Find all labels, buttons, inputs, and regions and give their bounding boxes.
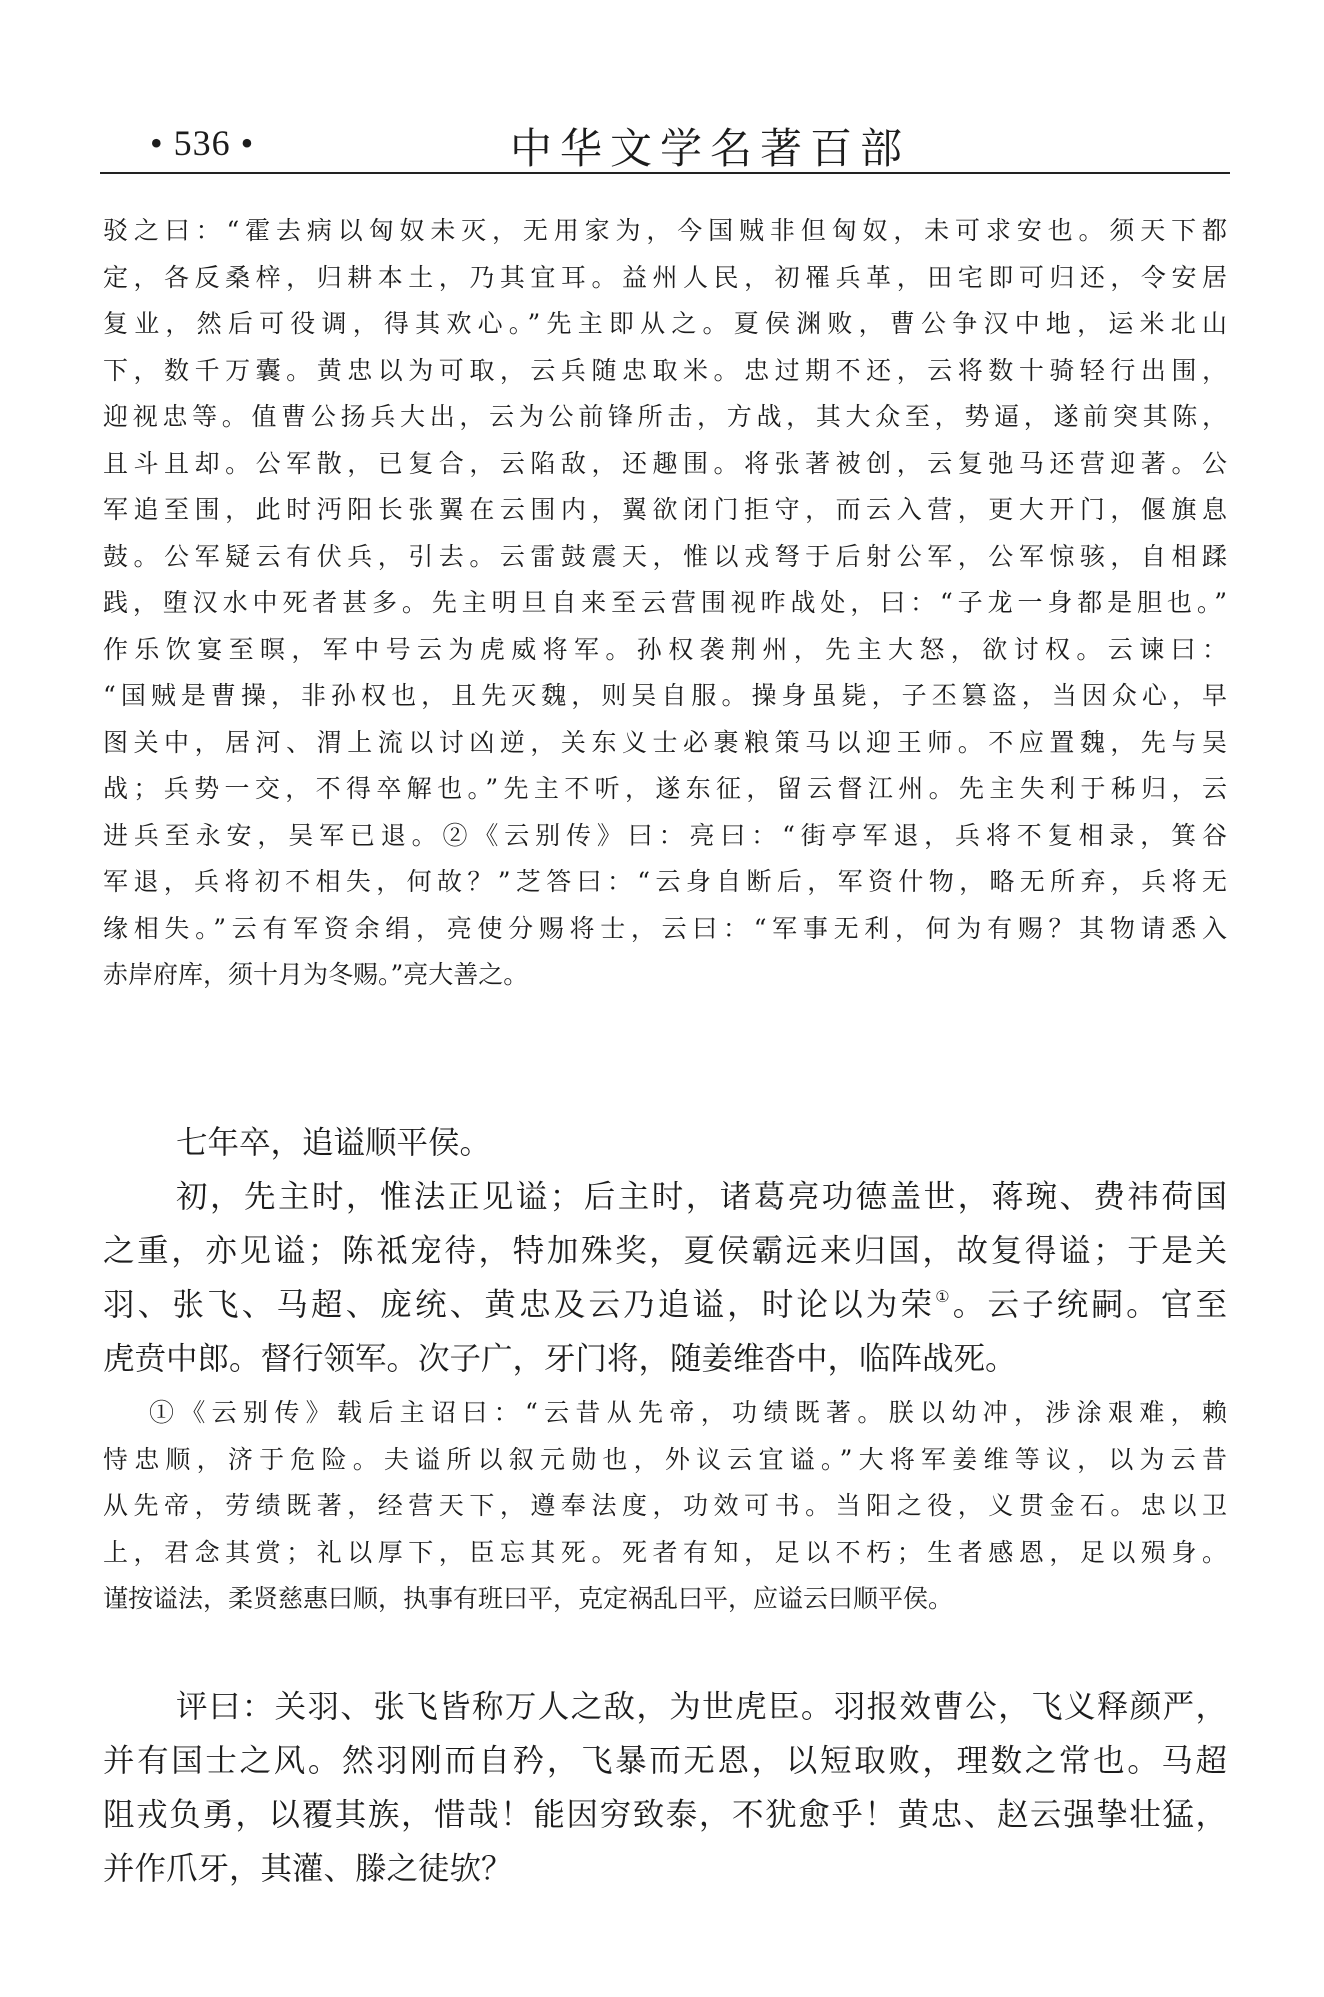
text-line: 并有国士之风。然羽刚而自矜，飞暴而无恩，以短取败，理数之常也。马超	[103, 1743, 1227, 1779]
text-line: ①《云别传》载后主诏曰：“云昔从先帝，功绩既著。朕以幼冲，涉涂艰难，赖	[149, 1398, 1227, 1427]
main-text	[103, 1116, 1227, 1386]
text-line: 且斗且却。公军散，已复合，云陷敌，还趣围。将张著被创，云复弛马还营迎著。公	[103, 448, 1227, 478]
commentary-note-continued	[103, 208, 1227, 999]
commentary-note	[103, 1390, 1227, 1623]
text-line: 从先帝，劳绩既著，经营天下，遵奉法度，功效可书。当阳之役，义贯金石。忠以卫	[103, 1491, 1227, 1520]
text-line: 军追至围，此时沔阳长张翼在云围内，翼欲闭门拒守，而云入营，更大开门，偃旗息	[103, 495, 1227, 524]
text-line: 驳之曰：“霍去病以匈奴未灭，无用家为，今国贼非但匈奴，未可求安也。须天下都	[103, 216, 1227, 245]
header-rule	[100, 172, 1230, 174]
text-line	[103, 1278, 1227, 1332]
text-line: 定，各反桑梓，归耕本土，乃其宜耳。益州人民，初罹兵革，田宅即可归还，令安居	[103, 262, 1227, 292]
evaluation-text	[103, 1680, 1227, 1896]
text-line: 并作爪牙，其灌、滕之徒欤？	[103, 1851, 513, 1887]
text-line: 复业，然后可役调，得其欢心。”先主即从之。夏侯渊败，曹公争汉中地，运米北山	[103, 309, 1227, 338]
page-number: • 536 •	[150, 123, 255, 163]
text-line: 七年卒，追谥顺平侯。	[176, 1125, 492, 1161]
text-line: 鼓。公军疑云有伏兵，引去。云雷鼓震天，惟以戎弩于后射公军，公军惊骇，自相蹂	[103, 541, 1227, 571]
text-segment: 羽、张飞、马超、庞统、黄忠及云乃追谥，时论以为荣	[103, 1287, 936, 1323]
book-title: 中华文学名著百部	[510, 124, 911, 173]
text-segment: 。云子统嗣。官至	[952, 1287, 1227, 1323]
text-line: 图关中，居河、渭上流以讨凶逆，关东义士必裹粮策马以迎王师。不应置魏，先与吴	[103, 727, 1227, 757]
text-line: 赤岸府库，须十月为冬赐。”亮大善之。	[103, 960, 529, 989]
text-line: 下，数千万囊。黄忠以为可取，云兵随忠取米。忠过期不还，云将数十骑轻行出围，	[103, 355, 1227, 385]
text-line: 谨按谥法，柔贤慈惠曰顺，执事有班曰平，克定祸乱曰平，应谥云曰顺平侯。	[103, 1584, 954, 1613]
footnote-marker: ①	[935, 1287, 953, 1306]
text-line: 阻戎负勇，以覆其族，惜哉！能因穷致泰，不犹愈乎！黄忠、赵云强挚壮猛，	[103, 1797, 1227, 1833]
text-line: 军退，兵将初不相失，何故？”芝答曰：“云身自断后，军资什物，略无所弃，兵将无	[103, 867, 1227, 896]
page-header	[100, 112, 1230, 172]
text-line: 作乐饮宴至暝，军中号云为虎威将军。孙权袭荆州，先主大怒，欲讨权。云谏曰：	[103, 634, 1227, 664]
text-line: 评曰：关羽、张飞皆称万人之敌，为世虎臣。羽报效曹公，飞义释颜严，	[176, 1689, 1227, 1725]
text-line: 迎视忠等。值曹公扬兵大出，云为公前锋所击，方战，其大众至，势逼，遂前突其陈，	[103, 402, 1227, 431]
text-line: 缘相失。”云有军资余绢，亮使分赐将士，云曰：“军事无利，何为有赐？其物请悉入	[103, 913, 1227, 943]
text-line: 初，先主时，惟法正见谥；后主时，诸葛亮功德盖世，蒋琬、费祎荷国	[176, 1179, 1227, 1215]
text-line: 上，君念其赏；礼以厚下，臣忘其死。死者有知，足以不朽；生者感恩，足以殒身。	[103, 1537, 1227, 1567]
text-line: 进兵至永安，吴军已退。②《云别传》曰：亮曰：“街亭军退，兵将不复相录，箕谷	[103, 820, 1227, 850]
text-line: 战；兵势一交，不得卒解也。”先主不听，遂东征，留云督江州。先主失利于秭归，云	[103, 774, 1227, 803]
text-line: 恃忠顺，济于危险。夫谥所以叙元勋也，外议云宜谥。”大将军姜维等议，以为云昔	[103, 1444, 1227, 1474]
text-line: “国贼是曹操，非孙权也，且先灭魏，则吴自服。操身虽毙，子丕篡盗，当因众心，早	[103, 681, 1227, 710]
text-line: 践，堕汉水中死者甚多。先主明旦自来至云营围视昨战处，曰：“子龙一身都是胆也。”	[103, 588, 1227, 617]
text-line: 之重，亦见谥；陈祗宠待，特加殊奖，夏侯霸远来归国，故复得谥；于是关	[103, 1233, 1227, 1269]
text-line: 虎贲中郎。督行领军。次子广，牙门将，随姜维沓中，临阵战死。	[103, 1341, 1017, 1377]
